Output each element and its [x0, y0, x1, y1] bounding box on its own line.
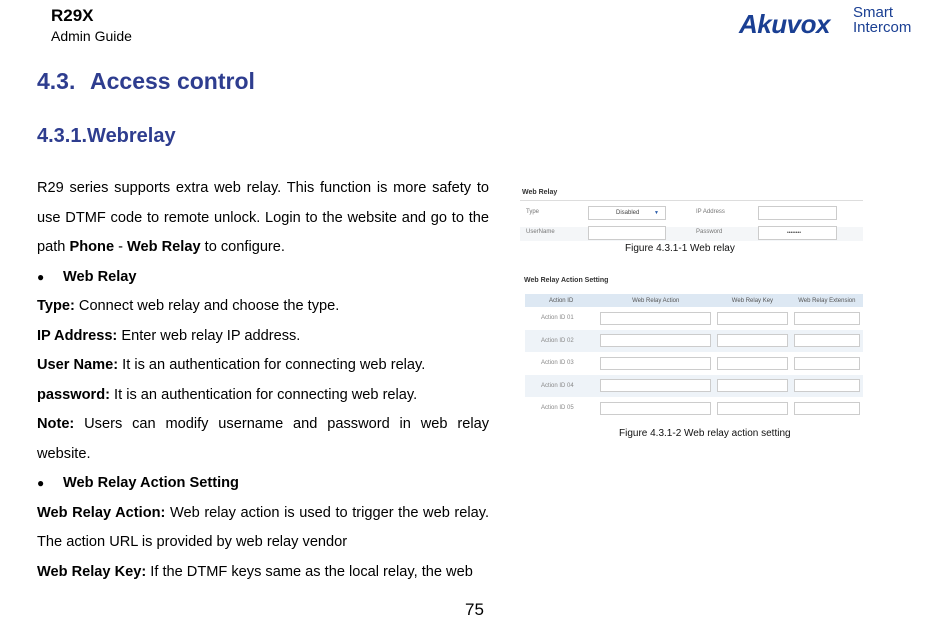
action-desc: Web Relay Action: Web relay action is used to trigger the web relay. The action URL is provided by web relay vendor	[37, 504, 490, 550]
username-desc: User Name: It is an authentication for connecting web relay.	[37, 357, 426, 373]
ip-desc: IP Address: Enter web relay IP address.	[37, 327, 301, 344]
action-input[interactable]	[600, 334, 711, 347]
table-row: Action ID 04	[525, 375, 863, 398]
action-input[interactable]	[600, 357, 711, 370]
key-input[interactable]	[717, 334, 788, 347]
key-input[interactable]	[717, 357, 788, 370]
bullet-action-setting: ● Web Relay Action Setting	[37, 469, 489, 499]
page-number: 75	[465, 600, 484, 619]
figure-web-relay	[520, 187, 863, 242]
extension-input[interactable]	[794, 357, 860, 370]
doc-subtitle: Admin Guide	[51, 28, 132, 44]
extension-input[interactable]	[794, 334, 860, 347]
fig2-caption: Figure 4.3.1-2 Web relay action setting	[619, 428, 791, 439]
fig1-type-select[interactable]: Disabled ▼	[588, 206, 666, 220]
col-web-relay-action: Web Relay Action	[597, 294, 714, 307]
fig2-title: Web Relay Action Setting	[524, 277, 609, 284]
fig1-username-input[interactable]	[588, 226, 666, 240]
chevron-down-icon: ▼	[654, 210, 659, 216]
fig1-caption: Figure 4.3.1-1 Web relay	[625, 243, 735, 254]
table-row: Action ID 01	[525, 307, 863, 330]
note-desc: Note: Users can modify username and password in web relay website.	[37, 416, 489, 462]
action-input[interactable]	[600, 379, 711, 392]
doc-model: R29X	[51, 6, 94, 25]
key-input[interactable]	[717, 402, 788, 415]
table-row: Action ID 05	[525, 397, 863, 420]
extension-input[interactable]	[794, 402, 860, 415]
password-desc: password: It is an authentication for connecting web relay.	[37, 386, 418, 403]
extension-input[interactable]	[794, 312, 860, 325]
fig1-type-label: Type	[526, 209, 540, 215]
col-web-relay-key: Web Relay Key	[714, 294, 791, 307]
key-desc: Web Relay Key: If the DTMF keys same as the local relay, the web	[37, 563, 473, 580]
extension-input[interactable]	[794, 379, 860, 392]
figure-web-relay-action	[520, 274, 863, 424]
key-input[interactable]	[717, 379, 788, 392]
fig1-username-label: UserName	[526, 229, 555, 235]
fig1-password-label: Password	[696, 229, 723, 235]
action-input[interactable]	[600, 312, 711, 325]
table-row: Action ID 02	[525, 330, 863, 353]
action-table	[525, 294, 863, 420]
section-heading: 4.3. Access control	[37, 68, 255, 94]
action-input[interactable]	[600, 402, 711, 415]
table-row: Action ID 03	[525, 352, 863, 375]
intro-paragraph: R29 series supports extra web relay. This function is more safety to use DTMF code to remote unlock. Login to the website and go to the path Phone - Web Relay to configure.	[37, 180, 489, 255]
brand-logo	[739, 2, 919, 42]
col-action-id: Action ID	[525, 294, 597, 307]
bullet-web-relay: ● Web Relay	[37, 263, 489, 293]
type-desc: Type: Connect web relay and choose the type.	[37, 298, 340, 314]
fig1-ip-input[interactable]	[758, 206, 837, 220]
fig1-password-input[interactable]: ••••••••	[758, 226, 837, 240]
logo-brand: Akuvox	[739, 9, 830, 39]
logo-tagline: Smart Intercom	[853, 4, 912, 36]
col-web-relay-ext: Web Relay Extension	[791, 294, 863, 307]
fig1-title: Web Relay	[522, 189, 558, 196]
key-input[interactable]	[717, 312, 788, 325]
subsection-heading: 4.3.1.Webrelay	[37, 125, 176, 147]
fig1-ip-label: IP Address	[696, 209, 725, 215]
body-text	[37, 174, 489, 587]
fig1-divider	[520, 200, 863, 201]
